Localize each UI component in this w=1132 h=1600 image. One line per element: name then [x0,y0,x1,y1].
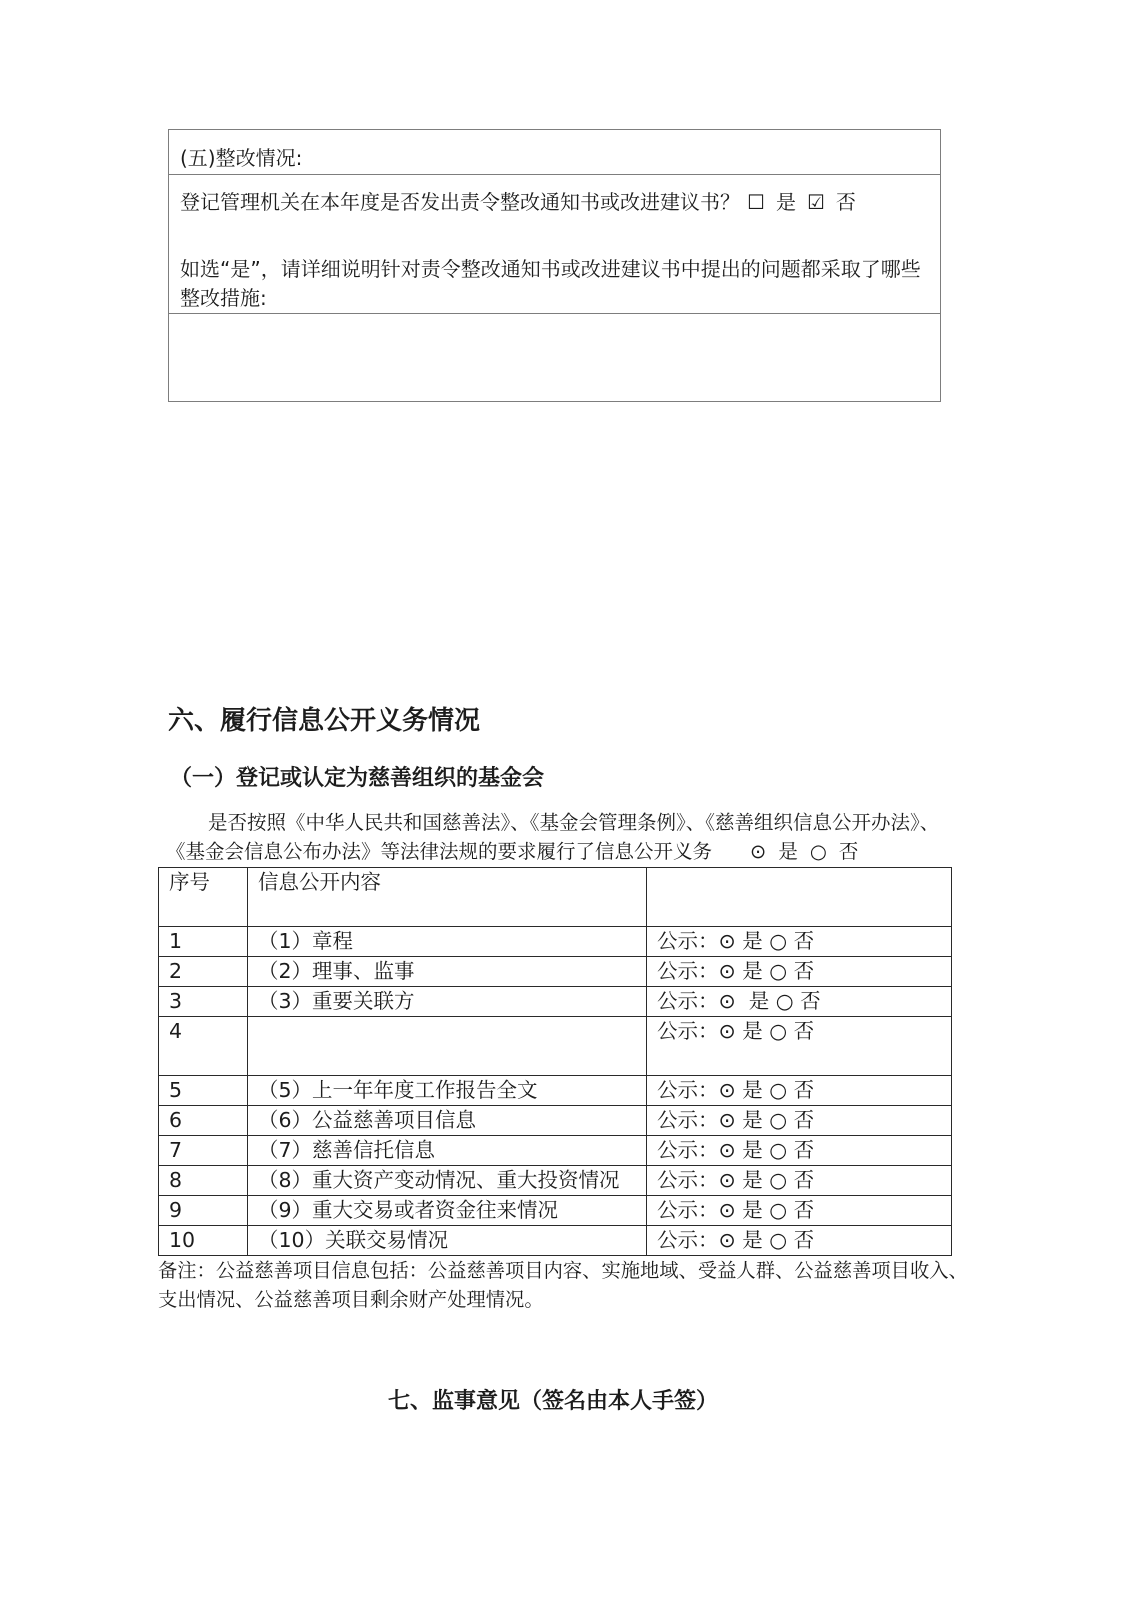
intro-line: 是否按照《中华人民共和国慈善法》、《基金会管理条例》、《慈善组织信息公开办法》、 [208,811,940,834]
section-seven-heading: 七、监事意见（签名由本人手签） [388,1389,719,1414]
table-row [159,1106,952,1136]
table-row [159,1136,952,1166]
no-choice-label: 否 [838,840,859,863]
row-content-line: （9）重大交易或者资金往来情况 [258,1198,559,1222]
rectification-title: (五)整改情况: [169,130,940,175]
measures-prompt-line: 整改措施: [180,286,267,310]
row-content-line: （5）上一年年度工作报告全文 [258,1078,538,1102]
row-content-line: （2）理事、监事 [258,959,415,983]
rectification-question-line [180,190,940,214]
table-note [158,1256,968,1314]
no-option-label: 否 [835,190,856,214]
section-six-heading: 六、履行信息公开义务情况 [168,706,481,736]
header-content: 信息公开内容 [248,868,647,927]
intro-paragraph [166,808,939,866]
row-status: 公示：⊙ 是 ○ 否 [647,987,952,1017]
disclosure-table [158,867,952,1256]
row-status: 公示：⊙ 是 ○ 否 [647,1196,952,1226]
table-row [159,987,952,1017]
no-checkbox-checked-icon: ☑ [806,190,825,214]
row-number: 7 [159,1136,248,1166]
row-content-line: （1）章程 [258,929,354,953]
intro-line-with-choice [166,837,939,866]
row-number: 9 [159,1196,248,1226]
rectification-box [168,129,941,402]
yes-choice-label: 是 [778,840,798,863]
rectification-question-cell [169,175,940,314]
row-status: 公示：⊙ 是 ○ 否 [647,1166,952,1196]
row-number: 6 [159,1106,248,1136]
section-six-subheading: （一）登记或认定为慈善组织的基金会 [170,766,545,791]
row-content-line: （8）重大资产变动情况、重大投资情况 [258,1168,620,1192]
row-number: 1 [159,927,248,957]
row-content [248,927,647,957]
table-row [159,927,952,957]
row-content [248,1196,647,1226]
row-content [248,1017,647,1076]
row-content-line: （3）重要关联方 [258,989,415,1013]
row-content [248,1106,647,1136]
row-number: 10 [159,1226,248,1256]
row-content [248,1166,647,1196]
row-content [248,1076,647,1106]
row-content [248,957,647,987]
yes-checkbox-icon: ☐ [747,190,765,214]
note-line: 备注：公益慈善项目信息包括：公益慈善项目内容、实施地域、受益人群、公益慈善项目收入、 [158,1259,968,1282]
header-no: 序号 [159,868,248,927]
row-number: 3 [159,987,248,1017]
note-line: 支出情况、公益慈善项目剩余财产处理情况。 [158,1288,544,1311]
table-row [159,1166,952,1196]
rectification-question: 登记管理机关在本年度是否发出责令整改通知书或改进建议书？ [180,190,740,214]
table-row [159,957,952,987]
row-status: 公示：⊙ 是 ○ 否 [647,1136,952,1166]
header-published [647,868,952,927]
row-status: 公示：⊙ 是 ○ 否 [647,1076,952,1106]
row-status: 公示：⊙ 是 ○ 否 [647,1106,952,1136]
table-row [159,1017,952,1076]
row-content [248,1136,647,1166]
row-status: 公示：⊙ 是 ○ 否 [647,1017,952,1076]
table-row [159,1076,952,1106]
row-number: 4 [159,1017,248,1076]
row-number: 2 [159,957,248,987]
row-content-line: （10）关联交易情况 [258,1228,449,1252]
measures-prompt-line: 如选“是”，请详细说明针对责令整改通知书或改进建议书中提出的问题都采取了哪些 [180,257,921,281]
row-number: 8 [159,1166,248,1196]
row-content-line: （7）慈善信托信息 [258,1138,436,1162]
row-status: 公示：⊙ 是 ○ 否 [647,927,952,957]
table-header-row [159,868,952,927]
measures-answer-area [169,314,940,401]
row-content [248,1226,647,1256]
intro-line: 《基金会信息公布办法》等法律法规的要求履行了信息公开义务 [166,840,713,863]
yes-option-label: 是 [775,190,796,214]
row-content [248,987,647,1017]
no-radio-icon: ○ [809,840,827,863]
yes-radio-selected-icon: ⊙ [750,840,767,863]
measures-prompt [180,255,940,313]
row-content-line: （6）公益慈善项目信息 [258,1108,477,1132]
table-row [159,1196,952,1226]
table-row [159,1226,952,1256]
row-number: 5 [159,1076,248,1106]
row-status: 公示：⊙ 是 ○ 否 [647,957,952,987]
row-status: 公示：⊙ 是 ○ 否 [647,1226,952,1256]
